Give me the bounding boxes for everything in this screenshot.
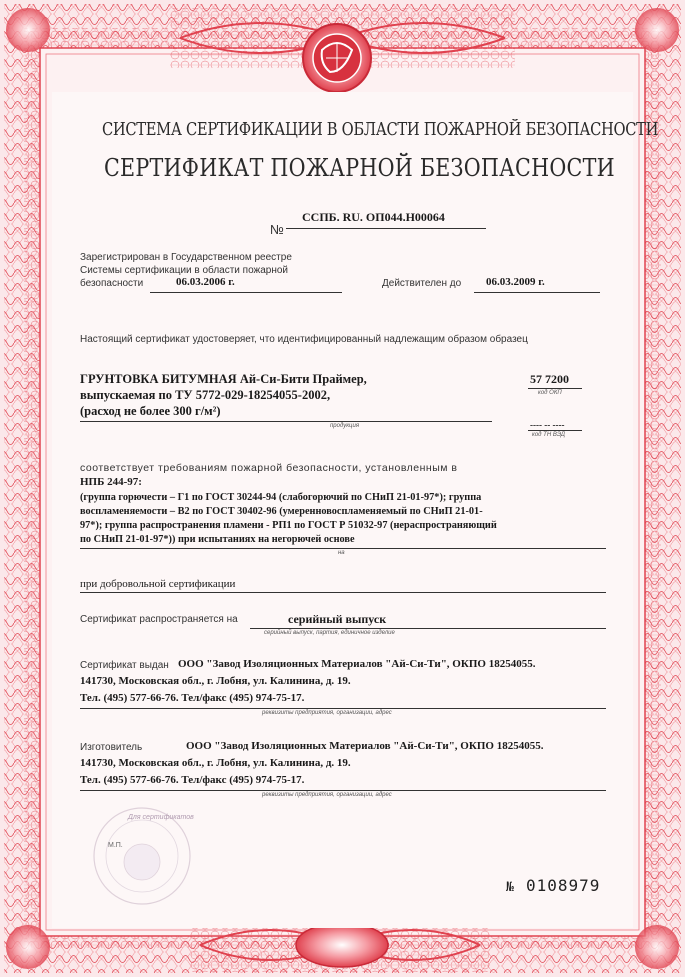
system-title: СИСТЕМА СЕРТИФИКАЦИИ В ОБЛАСТИ ПОЖАРНОЙ БЕЗОПАСНОСТИ	[102, 120, 659, 140]
validity-date: 06.03.2009 г.	[486, 276, 545, 288]
applies-label: Сертификат распространяется на	[80, 614, 238, 625]
applies-caption: серийный выпуск, партия, единичное изделие	[264, 630, 395, 636]
issued-line3: Тел. (495) 577-66-76. Тел/факс (495) 974-75-17.	[80, 692, 305, 704]
compliance-detail4: по СНиП 21-01-97*)) при испытаниях на негорючей основе	[80, 534, 355, 545]
product-line1: ГРУНТОВКА БИТУМНАЯ Ай-Си-Бити Праймер,	[80, 372, 367, 386]
number-label: №	[270, 222, 284, 237]
okp-caption: код ОКП	[538, 390, 562, 396]
issued-caption: реквизиты предприятия, организации, адрес	[262, 710, 392, 716]
stamp-text: Для сертификатов	[128, 814, 194, 821]
tnved-code: ---- -- ----	[530, 420, 565, 430]
certifies-text: Настоящий сертификат удостоверяет, что идентифицированный надлежащим образом образец	[80, 334, 528, 345]
product-line3: (расход не более 300 г/м²)	[80, 404, 221, 418]
compliance-caption: на	[338, 550, 345, 556]
manufacturer-line3: Тел. (495) 577-66-76. Тел/факс (495) 974-75-17.	[80, 774, 305, 786]
registration-line2: Системы сертификации в области пожарной	[80, 265, 289, 276]
registration-line3: безопасности	[80, 278, 144, 289]
compliance-line2: НПБ 244-97:	[80, 476, 142, 488]
issued-line1: ООО "Завод Изоляционных Материалов "Ай-Си-Ти", ОКПО 18254055.	[178, 658, 536, 670]
compliance-detail1: (группа горючести – Г1 по ГОСТ 30244-94 (слабогорючий по СНиП 21-01-97*); группа	[80, 492, 482, 503]
issued-line2: 141730, Московская обл., г. Лобня, ул. Калинина, д. 19.	[80, 675, 351, 687]
serial-label: №	[506, 880, 514, 895]
applies-value: серийный выпуск	[288, 612, 387, 626]
compliance-detail2: воспламеняемости – В2 по ГОСТ 30402-96 (умеренновоспламеняемый по СНиП 21-01-	[80, 506, 483, 517]
tnved-caption: код ТН ВЭД	[532, 432, 566, 438]
voluntary-text: при добровольной сертификации	[80, 578, 236, 590]
issued-label: Сертификат выдан	[80, 660, 169, 671]
okp-code: 57 7200	[530, 372, 569, 386]
manufacturer-line2: 141730, Московская обл., г. Лобня, ул. Калинина, д. 19.	[80, 757, 351, 769]
manufacturer-line1: ООО "Завод Изоляционных Материалов "Ай-Си-Ти", ОКПО 18254055.	[186, 740, 544, 752]
validity-label: Действителен до	[382, 278, 462, 289]
compliance-detail3: 97*); группа распространения пламени - РП1 по ГОСТ Р 51032-97 (нераспространяющий	[80, 520, 497, 531]
product-line2: выпускаемая по ТУ 5772-029-18254055-2002,	[80, 388, 331, 402]
registration-date: 06.03.2006 г.	[176, 276, 235, 288]
certificate-title: СЕРТИФИКАТ ПОЖАРНОЙ БЕЗОПАСНОСТИ	[104, 154, 615, 182]
stamp-mp: М.П.	[108, 842, 123, 849]
compliance-line1: соответствует требованиям пожарной безопасности, установленным в	[80, 462, 458, 474]
manufacturer-caption: реквизиты предприятия, организации, адрес	[262, 792, 392, 798]
certificate-number: ССПБ. RU. ОП044.Н00064	[302, 210, 445, 224]
manufacturer-label: Изготовитель	[80, 742, 143, 753]
registration-line1: Зарегистрирован в Государственном реестре	[80, 252, 292, 263]
serial-number: 0108979	[526, 876, 601, 895]
product-caption: продукция	[330, 423, 360, 429]
